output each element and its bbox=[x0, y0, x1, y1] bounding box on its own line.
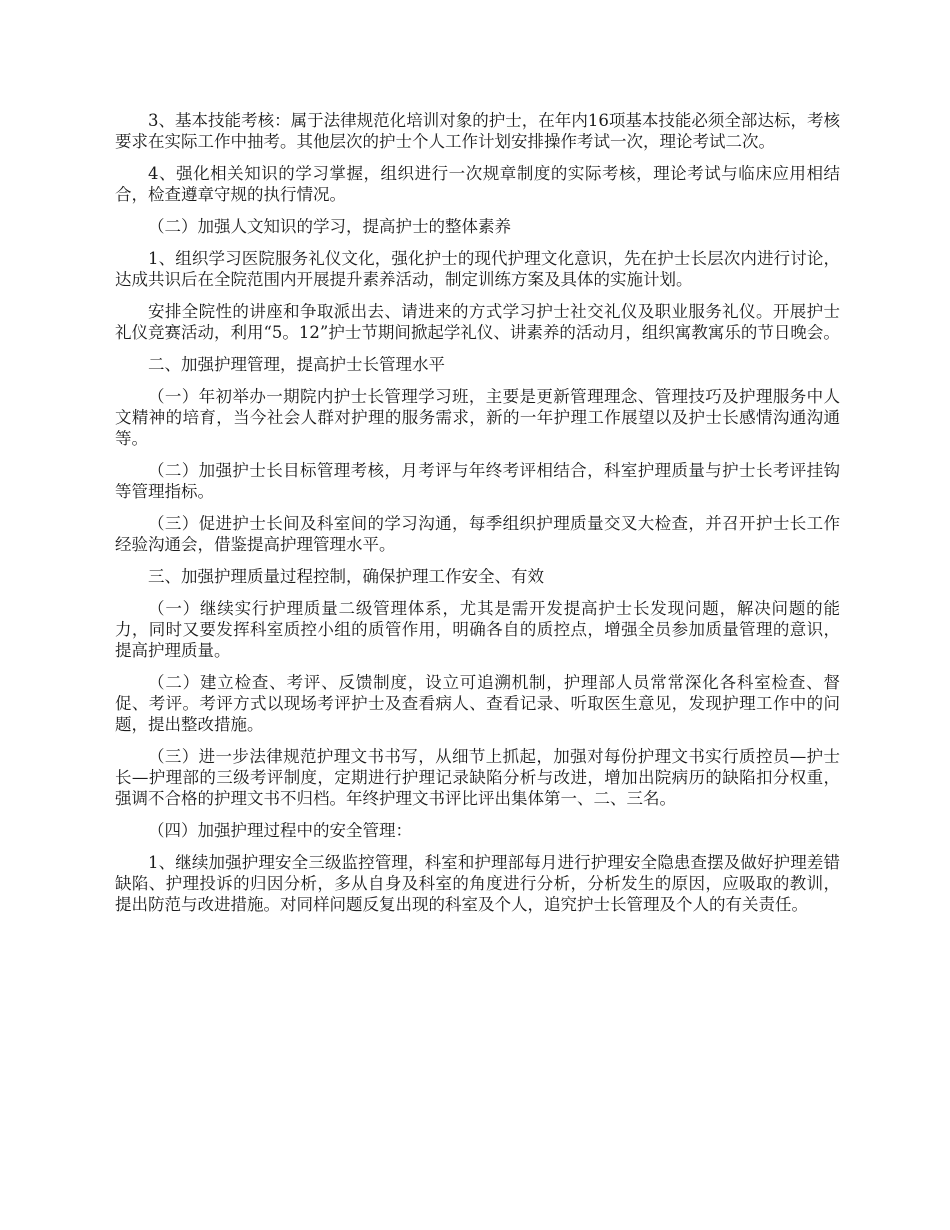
section-heading-quality-control: 三、加强护理质量过程控制，确保护理工作安全、有效 bbox=[148, 567, 544, 586]
section-heading-management: 二、加强护理管理，提高护士长管理水平 bbox=[148, 355, 445, 374]
paragraph-inspection-feedback: （二）建立检查、考评、反馈制度，设立可追溯机制，护理部人员常常深化各科室检查、督促、考评。考评方式以现场考评护士及查看病人、查看记录、听取医生意见，发现护理工作中的问题，提出整改措施。 bbox=[115, 673, 840, 734]
paragraph-quality-system: （一）继续实行护理质量二级管理体系，尤其是需开发提高护士长发现问题，解决问题的能力，同时又要发挥科室质控小组的质管作用，明确各自的质控点，增强全员参加质量管理的意识，提高护理质量。 bbox=[115, 599, 840, 660]
paragraph-safety-monitoring: 1、继续加强护理安全三级监控管理，科室和护理部每月进行护理安全隐患查摆及做好护理差错缺陷、护理投诉的归因分析，多从自身及科室的角度进行分析，分析发生的原因，应吸取的教训，提出防范与改进措施。对同样问题反复出现的科室及个人，追究护士长管理及个人的有关责任。 bbox=[115, 853, 840, 914]
paragraph-target-assessment: （二）加强护士长目标管理考核，月考评与年终考评相结合，科室护理质量与护士长考评挂钩等管理指标。 bbox=[115, 461, 840, 501]
section-heading-safety: （四）加强护理过程中的安全管理： bbox=[148, 821, 412, 840]
paragraph-knowledge-mastery: 4、强化相关知识的学习掌握，组织进行一次规章制度的实际考核，理论考试与临床应用相结合，检查遵章守规的执行情况。 bbox=[115, 164, 840, 204]
section-heading-humanities: （二）加强人文知识的学习，提高护士的整体素养 bbox=[148, 217, 511, 236]
paragraph-skill-assessment: 3、基本技能考核：属于法律规范化培训对象的护士，在年内16项基本技能必须全部达标，考核要求在实际工作中抽考。其他层次的护士个人工作计划安排操作考试一次，理论考试二次。 bbox=[115, 111, 840, 151]
paragraph-head-nurse-training: （一）年初举办一期院内护士长管理学习班，主要是更新管理理念、管理技巧及护理服务中人文精神的培育，当今社会人群对护理的服务需求，新的一年护理工作展望以及护士长感情沟通沟通等。 bbox=[115, 387, 840, 448]
paragraph-documentation: （三）进一步法律规范护理文书书写，从细节上抓起，加强对每份护理文书实行质控员—护士长—护理部的三级考评制度，定期进行护理记录缺陷分析与改进，增加出院病历的缺陷扣分权重，强调不合格的护理文书不归档。年终护理文书评比评出集体第一、二、三名。 bbox=[115, 747, 840, 808]
paragraph-etiquette-culture: 1、组织学习医院服务礼仪文化，强化护士的现代护理文化意识，先在护士长层次内进行讨论，达成共识后在全院范围内开展提升素养活动，制定训练方案及具体的实施计划。 bbox=[115, 249, 840, 289]
paragraph-communication: （三）促进护士长间及科室间的学习沟通，每季组织护理质量交叉大检查，并召开护士长工作经验沟通会，借鉴提高护理管理水平。 bbox=[115, 514, 840, 554]
document-body bbox=[115, 110, 840, 926]
paragraph-etiquette-lectures: 安排全院性的讲座和争取派出去、请进来的方式学习护士社交礼仪及职业服务礼仪。开展护士礼仪竞赛活动，利用“5。12”护士节期间掀起学礼仪、讲素养的活动月，组织寓教寓乐的节日晚会。 bbox=[115, 302, 840, 342]
